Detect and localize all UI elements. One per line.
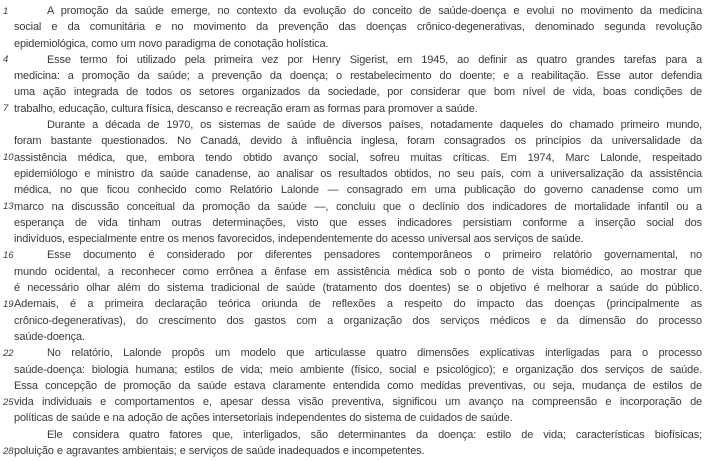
line-text: saúde-doença: biologia humana; estilos de vida; meio ambiente (físico, social e psicológico); e organização dos serviços de saúde. xyxy=(14,363,702,376)
text-line xyxy=(0,296,710,312)
text-line xyxy=(0,362,710,378)
line-number: 10 xyxy=(3,152,14,164)
line-text: social e da comunitária e no movimento da prevenção das doenças crônico-degenerativas, denominado segunda revolução xyxy=(14,21,702,34)
text-line xyxy=(0,117,710,133)
line-text: Ademais, é a primeira declaração teórica oriunda de reflexões a respeito do impacto das doenças (principalmente as xyxy=(14,298,702,311)
line-text: crônico-degenerativas), do crescimento dos gastos com a organização dos serviços médicos e da dimensão do processo xyxy=(14,314,702,327)
line-number: 25 xyxy=(3,396,14,408)
line-number: 22 xyxy=(3,347,14,359)
text-line xyxy=(0,247,710,263)
line-text: saúde-doença. xyxy=(14,330,85,343)
line-text: A promoção da saúde emerge, no contexto da evolução do conceito de saúde-doença e evolui no movimento da medicina xyxy=(47,5,702,17)
text-line xyxy=(0,3,710,19)
text-line xyxy=(0,280,710,296)
text-line xyxy=(0,150,710,166)
line-text: epidemiólogo e ministro da saúde canadense, ao analisar os resultados obtidos, no seu país, com a universalização da assistência xyxy=(14,167,702,180)
line-text: marco na discussão conceitual da promoção da saúde —, concluiu que o declínio dos indicadores de mortalidade infantil ou a xyxy=(14,200,702,213)
text-line xyxy=(0,443,710,459)
line-number: 13 xyxy=(3,201,14,213)
text-line xyxy=(0,215,710,231)
line-text: Esse documento é considerado por diferentes pensadores contemporâneos o primeiro relatório governamental, no xyxy=(47,249,702,262)
text-line xyxy=(0,166,710,182)
line-text: assistência médica, que, embora tendo obtido avanço social, sofreu muitas críticas. Em 1974, Marc Lalonde, respeitado xyxy=(14,151,702,164)
text-line xyxy=(0,199,710,215)
text-line xyxy=(0,313,710,329)
text-line xyxy=(0,264,710,280)
text-line xyxy=(0,84,710,100)
text-line xyxy=(0,182,710,198)
line-text: Essa concepção de promoção da saúde estava claramente entendida como medidas preventivas, ou seja, mudança de estilos de xyxy=(14,379,702,392)
line-number: 28 xyxy=(3,445,14,457)
line-number: 4 xyxy=(3,54,9,66)
line-text: vida individuais e comportamentos e, apesar dessa visão preventiva, significou um avanço na compreensão e incorporação de xyxy=(14,396,702,409)
line-text: No relatório, Lalonde propôs um modelo que articulasse quatro dimensões explicativas interligadas para o processo xyxy=(47,347,702,360)
line-text: médica, no que ficou conhecido como Relatório Lalonde — consagrado em uma publicação do governo canadense como um xyxy=(14,184,702,197)
line-text: poluição e agravantes ambientais; e serviços de saúde inadequados e incompetentes. xyxy=(14,445,425,458)
line-text: uma ação integrada de todos os setores organizados da sociedade, por considerar que bom nível de vida, boas condições de xyxy=(14,86,702,99)
line-number: 19 xyxy=(3,298,14,310)
text-line xyxy=(0,329,710,345)
line-text: esperança de vida tinham outras determinações, visto que esses indicadores persistiam conforme a inserção social dos xyxy=(14,216,702,229)
text-line xyxy=(0,133,710,149)
text-line xyxy=(0,394,710,410)
line-text: Durante a década de 1970, os sistemas de saúde de diversos países, notadamente daqueles do chamado primeiro mundo, xyxy=(47,119,702,132)
text-line xyxy=(0,410,710,426)
line-text: trabalho, educação, cultura física, descanso e recreação eram as formas para promover a saúde. xyxy=(14,102,478,115)
text-line xyxy=(0,427,710,443)
text-line xyxy=(0,101,710,117)
line-text: epidemiológica, como um novo paradigma de conotação holística. xyxy=(14,37,329,50)
line-text: medicina: a promoção da saúde; a prevenção da doença; o restabelecimento do doente; e a reabilitação. Esse autor defendia xyxy=(14,70,702,83)
line-number: 16 xyxy=(3,249,14,261)
text-line xyxy=(0,378,710,394)
line-number: 1 xyxy=(3,5,9,17)
text-lines xyxy=(0,3,710,459)
line-text: Ele considera quatro fatores que, interligados, são determinantes da doença: estilo de vida; características biofísicas; xyxy=(47,428,702,441)
line-text: políticas de saúde e na adoção de ações intersetoriais independentes do sistema de cuidados de saúde. xyxy=(14,412,513,425)
text-line xyxy=(0,36,710,52)
text-line xyxy=(0,345,710,361)
line-number: 7 xyxy=(3,103,9,115)
text-line xyxy=(0,68,710,84)
text-line xyxy=(0,52,710,68)
line-text: indivíduos, especialmente entre os menos favorecidos, independentemente do acesso universal aos serviços de saúde. xyxy=(14,233,584,246)
line-text: é necessário olhar além do sistema tradicional de saúde (tratamento dos doentes) se o objetivo é melhorar a saúde do público. xyxy=(14,282,702,295)
line-text: mundo ocidental, a reconhecer como errônea a ênfase em assistência médica sob o ponto de vista biomédico, ao mostrar que xyxy=(14,265,702,278)
text-line xyxy=(0,231,710,247)
line-text: Esse termo foi utilizado pela primeira vez por Henry Sigerist, em 1945, ao definir as quatro grandes tarefas para a xyxy=(47,53,702,66)
text-line xyxy=(0,19,710,35)
line-text: foram bastante questionados. No Canadá, devido à influência inglesa, foram consagrados os princípios da universalidade da xyxy=(14,135,702,148)
